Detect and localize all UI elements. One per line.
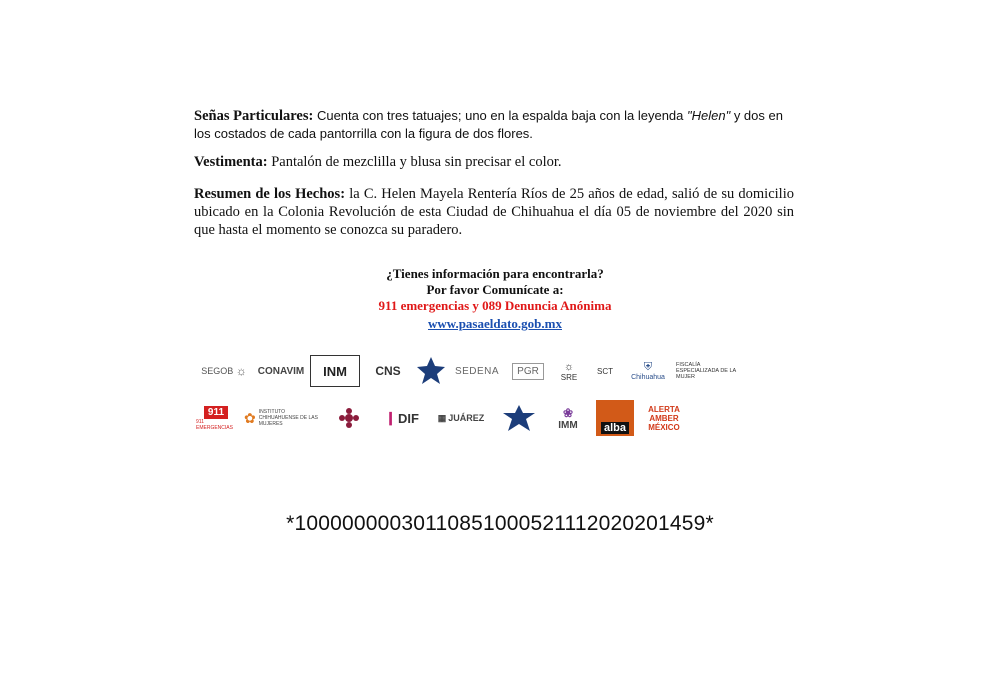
chihuahua-logo: ⛨ Chihuahua — [631, 361, 665, 381]
alba-logo: alba — [596, 400, 634, 436]
imm-logo: ❀ IMM — [558, 405, 578, 431]
conavim-logo: CONAVIM — [257, 365, 305, 377]
resumen-text: la C. Helen Mayela Rentería Ríos de 25 años de edad, salió de su domicilio ubicado en la Colonia Revolución de esta Ciudad de Chihuahua el día 05 de noviembre del 2020 sin que hasta el momento se conozca su paradero. — [194, 186, 794, 238]
police-star-logo — [416, 356, 446, 386]
barcode-number: *10000000030110851000521112020201459* — [286, 512, 714, 535]
senas-text-1: Cuenta con tres tatuajes; uno en la espalda baja con la leyenda — [313, 108, 687, 123]
senas-label: Señas Particulares: — [194, 108, 314, 124]
vestimenta-text: Pantalón de mezclilla y blusa sin precisar el color. — [267, 154, 562, 170]
inm-logo: INM — [310, 355, 360, 387]
centro-justicia-logo — [326, 407, 372, 429]
fiscalia-mujer-logo: FISCALÍA ESPECIALIZADA DE LA MUJER — [676, 362, 736, 380]
ichmujeres-logo: ✿ INSTITUTO CHIHUAHUENSE DE LAS MUJERES — [244, 409, 318, 427]
flower-emblem-icon — [338, 407, 360, 429]
police-star-icon — [416, 356, 446, 386]
contact-phones: 911 emergencias y 089 Denuncia Anónima — [378, 298, 612, 313]
pgr-logo: PGR — [508, 363, 548, 380]
cns-logo: CNS — [375, 364, 401, 378]
resumen-label: Resumen de los Hechos: — [194, 186, 346, 202]
juarez-logo: ▦ JUÁREZ — [437, 412, 485, 423]
logos-row-1 — [196, 355, 748, 387]
sre-logo: ☼ SRE — [560, 360, 578, 382]
vestimenta — [194, 153, 794, 171]
emergencias-911-logo: 911 911 EMERGENCIAS — [196, 406, 233, 431]
contact-url-link[interactable]: www.pasaeldato.gob.mx — [428, 316, 562, 331]
segob-logo: SEGOB ☼ — [201, 364, 247, 378]
contact-question: ¿Tienes información para encontrarla? — [386, 266, 604, 281]
contact-block — [300, 266, 690, 332]
logos-row-2 — [196, 400, 694, 436]
senas-particulares — [194, 107, 794, 143]
alerta-amber-logo: ALERTA AMBER MÉXICO — [648, 404, 680, 432]
contact-please: Por favor Comunícate a: — [426, 282, 564, 297]
sct-logo: SCT — [597, 366, 613, 376]
vestimenta-label: Vestimenta: — [194, 154, 268, 170]
resumen-hechos — [194, 185, 794, 239]
police-badge-icon — [501, 404, 537, 432]
dif-logo: ❙ DIF — [385, 410, 419, 426]
senas-text-2: y dos en los costados de cada pantorrilla con la figura de dos flores. — [194, 108, 783, 141]
senas-quote: "Helen" — [687, 108, 731, 123]
sedena-logo: SEDENA — [454, 365, 500, 377]
police-star-2-logo — [498, 404, 540, 432]
